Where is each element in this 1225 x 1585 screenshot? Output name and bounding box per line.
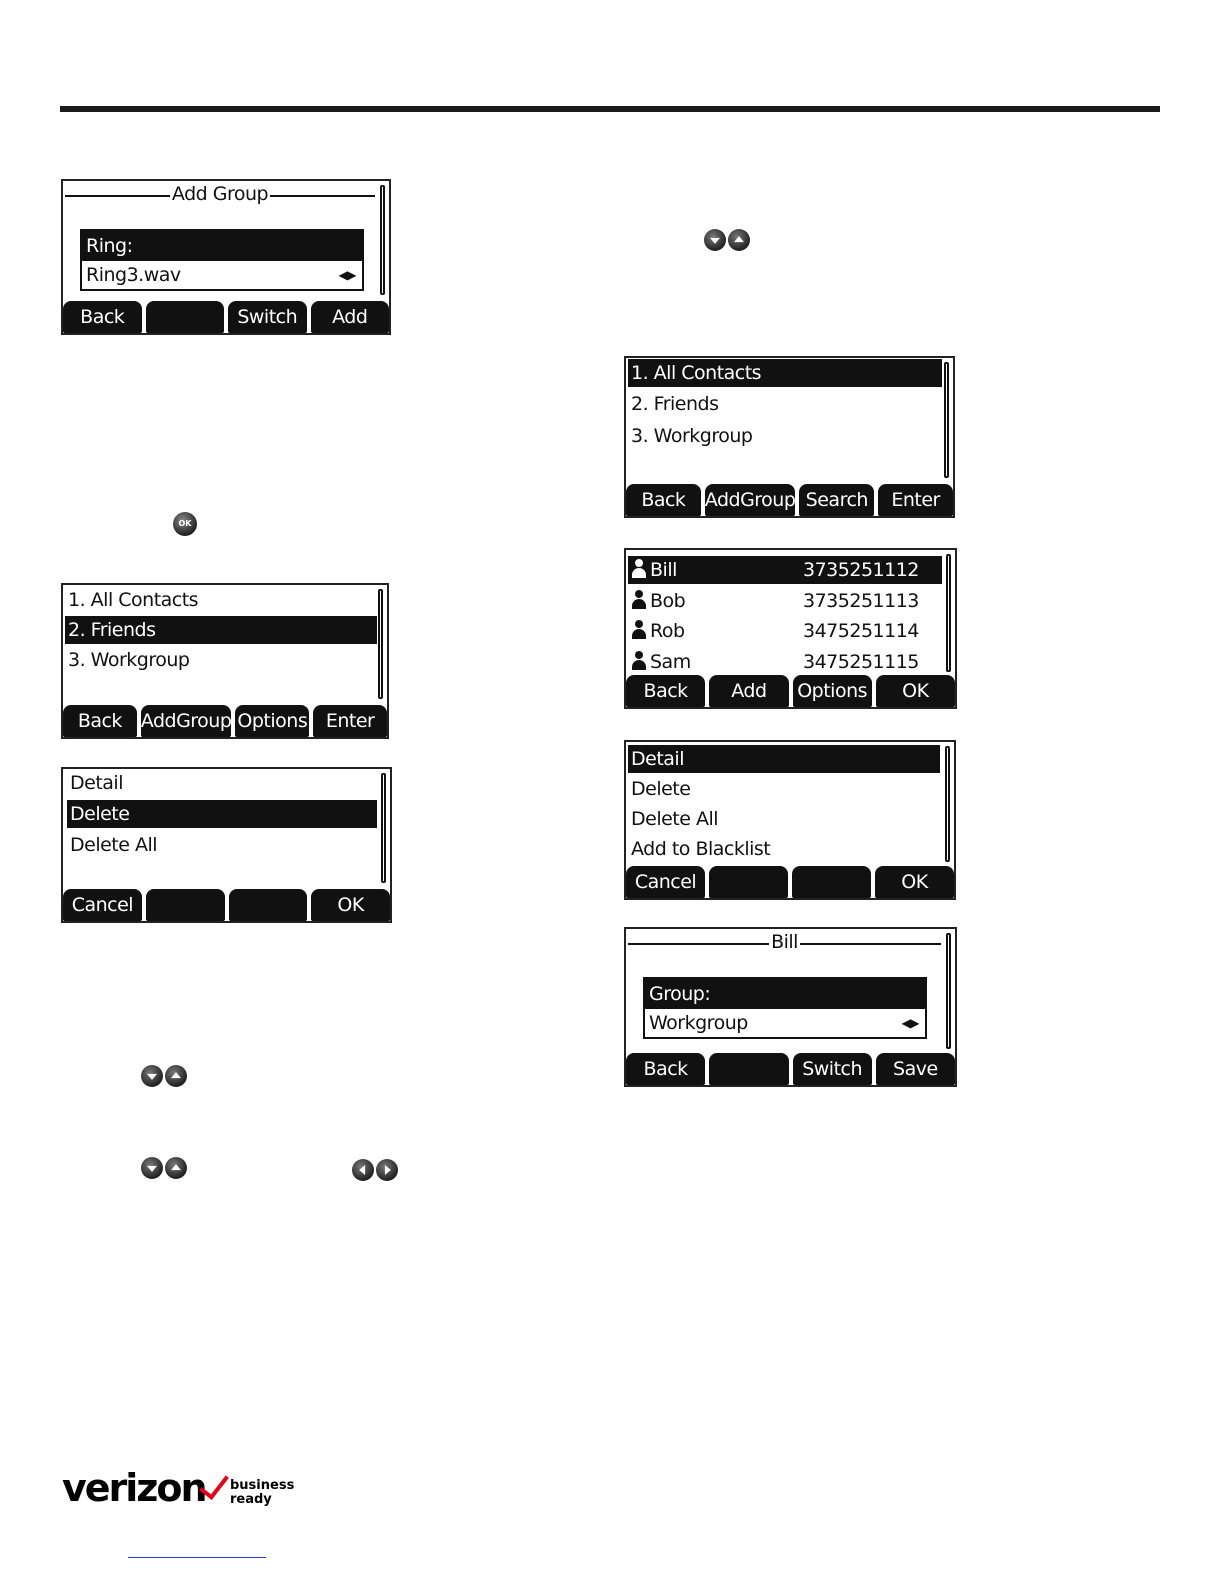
group-options-screen: [61, 767, 392, 923]
up-down-keys-icon: [141, 1157, 187, 1179]
softkey-options[interactable]: Options: [235, 705, 309, 737]
scrollbar[interactable]: [944, 362, 949, 478]
contact-detail-screen: [624, 927, 957, 1087]
field-value: Ring3.wav: [86, 264, 181, 286]
scrollbar[interactable]: [946, 933, 951, 1049]
scrollbar[interactable]: [946, 554, 951, 672]
contact-name: Bob: [650, 590, 686, 612]
contact-number: 3475251115: [803, 651, 919, 673]
contact-row[interactable]: [628, 617, 942, 645]
group-item-all-contacts[interactable]: 1. All Contacts: [628, 359, 942, 387]
option-delete[interactable]: Delete: [67, 800, 377, 828]
softkey-ok[interactable]: OK: [875, 866, 954, 898]
left-key-icon: [352, 1159, 374, 1181]
softkey-ok[interactable]: OK: [311, 889, 390, 921]
softkey-back[interactable]: Back: [63, 301, 142, 333]
softkey-bar: [626, 866, 954, 898]
tagline-line-2: ready: [230, 1492, 272, 1507]
softkey-empty[interactable]: [709, 866, 788, 898]
softkey-bar: [626, 484, 953, 516]
logo-wordmark: verizon: [62, 1466, 206, 1510]
contact-row[interactable]: [628, 648, 942, 676]
down-key-icon: [141, 1157, 163, 1179]
down-key-icon: [704, 229, 726, 251]
option-delete-all[interactable]: Delete All: [70, 834, 158, 856]
softkey-cancel[interactable]: Cancel: [63, 889, 142, 921]
left-right-arrow-icon: ◀▶: [338, 268, 356, 282]
softkey-add[interactable]: Add: [311, 301, 390, 333]
scrollbar[interactable]: [381, 773, 386, 883]
up-key-icon: [165, 1157, 187, 1179]
softkey-save[interactable]: Save: [876, 1053, 955, 1085]
softkey-ok[interactable]: OK: [876, 675, 955, 707]
contact-options-screen: [624, 740, 956, 900]
logo-tagline: [230, 1479, 294, 1507]
option-delete[interactable]: Delete: [631, 778, 691, 800]
softkey-bar: [63, 705, 387, 737]
softkey-enter[interactable]: Enter: [313, 705, 387, 737]
contact-name: Rob: [650, 620, 685, 642]
contact-name: Bill: [650, 559, 677, 581]
field-value: Workgroup: [649, 1012, 748, 1034]
screen-title: Bill: [771, 931, 798, 953]
ok-key-icon: OK: [173, 512, 197, 536]
contact-row[interactable]: [628, 587, 942, 615]
footer-link-underline[interactable]: [128, 1557, 266, 1558]
left-right-arrow-icon: ◀▶: [901, 1016, 919, 1030]
softkey-back[interactable]: Back: [626, 484, 701, 516]
person-icon: [631, 590, 647, 610]
person-icon: [631, 620, 647, 640]
person-icon: [631, 651, 647, 671]
option-detail[interactable]: Detail: [70, 772, 123, 794]
groups-list-screen: [61, 583, 389, 739]
scrollbar[interactable]: [945, 746, 950, 862]
contacts-list-screen: [624, 548, 957, 709]
softkey-empty[interactable]: [792, 866, 871, 898]
contact-row[interactable]: [628, 556, 942, 584]
softkey-switch[interactable]: Switch: [793, 1053, 872, 1085]
softkey-empty[interactable]: [146, 889, 225, 921]
group-item-friends[interactable]: 2. Friends: [65, 616, 377, 644]
softkey-empty[interactable]: [229, 889, 308, 921]
left-right-keys-icon: [352, 1159, 398, 1181]
softkey-empty[interactable]: [709, 1053, 788, 1085]
softkey-search[interactable]: Search: [799, 484, 874, 516]
scrollbar[interactable]: [380, 185, 385, 295]
contact-number: 3735251113: [803, 590, 919, 612]
contact-number: 3735251112: [803, 559, 919, 581]
person-icon: [631, 559, 647, 579]
up-down-keys-icon: [141, 1065, 187, 1087]
right-key-icon: [376, 1159, 398, 1181]
softkey-empty[interactable]: [146, 301, 225, 333]
softkey-switch[interactable]: Switch: [228, 301, 307, 333]
option-delete-all[interactable]: Delete All: [631, 808, 719, 830]
add-group-screen: [61, 179, 391, 335]
softkey-addgroup[interactable]: AddGroup: [141, 705, 232, 737]
scrollbar[interactable]: [378, 589, 383, 699]
softkey-back[interactable]: Back: [63, 705, 137, 737]
softkey-back[interactable]: Back: [626, 675, 705, 707]
up-down-keys-icon: [704, 229, 750, 251]
softkey-options[interactable]: Options: [793, 675, 872, 707]
softkey-bar: [626, 675, 955, 707]
contact-number: 3475251114: [803, 620, 919, 642]
option-add-to-blacklist[interactable]: Add to Blacklist: [631, 838, 771, 860]
softkey-bar: [63, 889, 390, 921]
ring-field[interactable]: [80, 229, 364, 291]
group-item-friends[interactable]: 2. Friends: [631, 393, 719, 415]
softkey-bar: [626, 1053, 955, 1085]
screen-title: Add Group: [171, 183, 269, 205]
down-key-icon: [141, 1065, 163, 1087]
up-key-icon: [165, 1065, 187, 1087]
group-item-workgroup[interactable]: 3. Workgroup: [68, 649, 190, 671]
option-detail[interactable]: Detail: [628, 745, 940, 773]
field-label: Ring:: [82, 231, 362, 261]
group-item-workgroup[interactable]: 3. Workgroup: [631, 425, 753, 447]
softkey-add[interactable]: Add: [709, 675, 788, 707]
top-rule: [60, 106, 1160, 112]
groups-list-screen: [624, 356, 955, 518]
group-field[interactable]: [643, 977, 927, 1039]
contact-name: Sam: [650, 651, 691, 673]
field-label: Group:: [645, 979, 925, 1009]
softkey-cancel[interactable]: Cancel: [626, 866, 705, 898]
group-item-all-contacts[interactable]: 1. All Contacts: [68, 589, 199, 611]
up-key-icon: [728, 229, 750, 251]
tagline-line-1: business: [230, 1478, 295, 1493]
softkey-enter[interactable]: Enter: [878, 484, 953, 516]
softkey-bar: [63, 301, 389, 333]
softkey-addgroup[interactable]: AddGroup: [705, 484, 796, 516]
softkey-back[interactable]: Back: [626, 1053, 705, 1085]
